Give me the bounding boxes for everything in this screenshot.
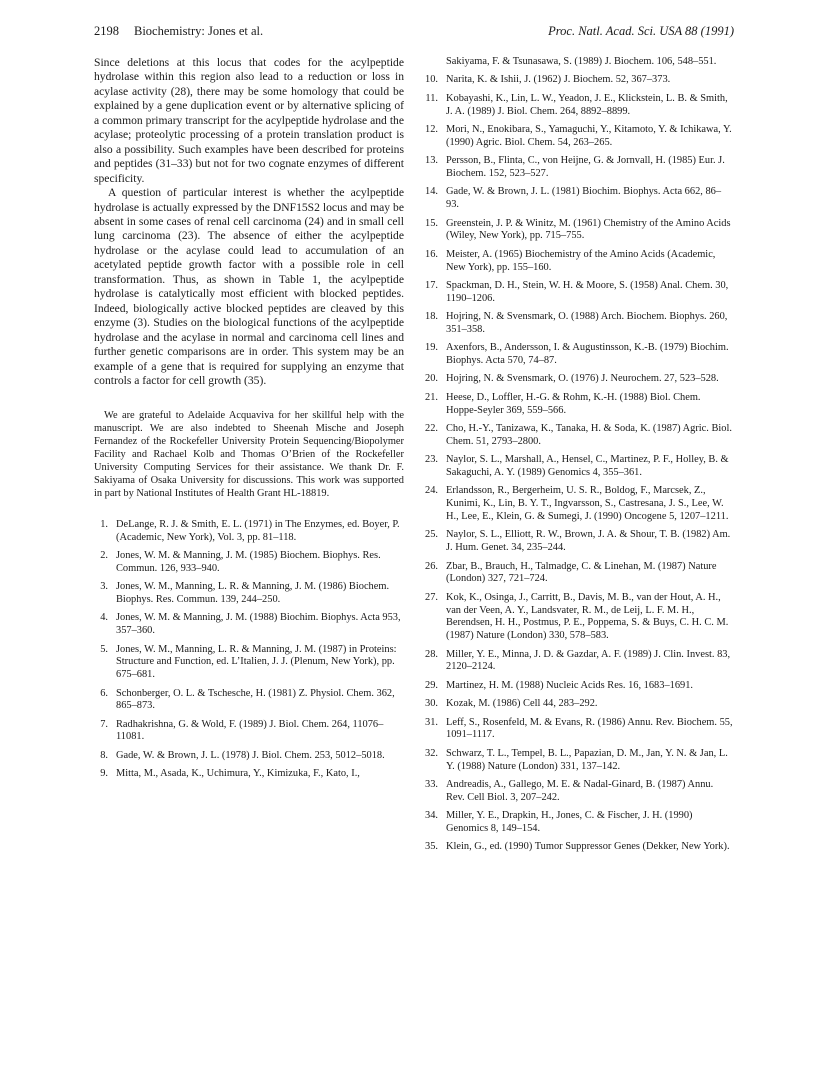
reference-item: 26. Zbar, B., Brauch, H., Talmadge, C. & Linehan, M. (1987) Nature (London) 327, 721–724.: [425, 560, 717, 585]
reference-item: 18. Hojring, N. & Svensmark, O. (1988) Arch. Biochem. Biophys. 260, 351–358.: [425, 311, 728, 335]
reference-item: 9. Mitta, M., Asada, K., Uchimura, Y., Kimizuka, F., Kato, I.,: [100, 768, 360, 780]
reference-item: 3. Jones, W. M., Manning, L. R. & Manning, J. M. (1986) Biochem. Biophys. Res. Commun. 139, 244–250.: [100, 581, 390, 605]
reference-list-right: [424, 74, 734, 854]
reference-item: 19. Axenfors, B., Andersson, I. & Augustinsson, K.-B. (1979) Biochim. Biophys. Acta 570, 74–87.: [425, 342, 729, 367]
reference-item: 20. Hojring, N. & Svensmark, O. (1976) J. Neurochem. 27, 523–528.: [425, 373, 719, 385]
reference-item: 14. Gade, W. & Brown, J. L. (1981) Biochim. Biophys. Acta 662, 86–93.: [425, 186, 722, 211]
reference-item: 27. Kok, K., Osinga, J., Carritt, B., Davis, M. B., van der Hout, A. H., van der Veen, A. Y., Landsvater, R. M., de Leij, L. F. M. H., Berendsen, H. H., Postmus, P. E., Poppema, S. & Buys, C. H. C. M. (1987) Nature (London) 330, 578–583.: [425, 591, 729, 642]
reference-item: 4. Jones, W. M. & Manning, J. M. (1988) Biochim. Biophys. Acta 953, 357–360.: [100, 612, 401, 637]
journal-citation: Proc. Natl. Acad. Sci. USA 88 (1991): [548, 24, 734, 38]
reference-item: 1. DeLange, R. J. & Smith, E. L. (1971) in The Enzymes, ed. Boyer, P. (Academic, New York), Vol. 3, pp. 81–118.: [100, 518, 400, 543]
body-paragraph: A question of particular interest is whether the acylpeptide hydrolase is actually expressed by the DNF15S2 locus and may be absent in some cases of renal cell carcinoma (24) and in small cell lung carcinoma (23). The absence of either the acylpeptide hydrolase or the acylase could lead to accumulation of an acetylated peptide growth factor with a possible role in cell transformation. Thus, as shown in Table 1, the acylpeptide hydrolase is catalytically most efficient with blocked peptides. Indeed, biologically active blocked peptides are cleaved by this enzyme (3). Studies on the biological functions of the acylpeptide hydrolase and the acylase in normal and carcinoma cell lines and further genetic comparisons are in order. This system may be an example of a gene that is required for supplying an enzyme that controls a factor for cell growth (35).: [94, 186, 404, 387]
reference-item: 17. Spackman, D. H., Stein, W. H. & Moore, S. (1958) Anal. Chem. 30, 1190–1206.: [425, 279, 729, 304]
reference-item: 5. Jones, W. M., Manning, L. R. & Manning, J. M. (1987) in Proteins: Structure and Function, ed. L’Italien, J. J. (Plenum, New York), pp. 675–681.: [100, 643, 397, 681]
reference-item: 30. Kozak, M. (1986) Cell 44, 283–292.: [425, 698, 598, 710]
page-number: 2198: [94, 24, 119, 38]
reference-item: 11. Kobayashi, K., Lin, L. W., Yeadon, J. E., Klickstein, L. B. & Smith, J. A. (1989) J. Biol. Chem. 264, 8892–8899.: [425, 92, 728, 117]
reference-item: 7. Radhakrishna, G. & Wold, F. (1989) J. Biol. Chem. 264, 11076–11081.: [100, 718, 384, 743]
reference-item: 10. Narita, K. & Ishii, J. (1962) J. Biochem. 52, 367–373.: [425, 74, 671, 86]
reference-item: 29. Martinez, H. M. (1988) Nucleic Acids Res. 16, 1683–1691.: [425, 679, 694, 691]
reference-item: 25. Naylor, S. L., Elliott, R. W., Brown, J. A. & Shour, T. B. (1982) Am. J. Hum. Genet. 34, 235–244.: [425, 529, 731, 554]
reference-item: 22. Cho, H.-Y., Tanizawa, K., Tanaka, H. & Soda, K. (1987) Agric. Biol. Chem. 51, 2793–2800.: [425, 423, 732, 447]
reference-item: 33. Andreadis, A., Gallego, M. E. & Nadal-Ginard, B. (1987) Annu. Rev. Cell Biol. 3, 207–242.: [425, 778, 714, 803]
page-header: [94, 24, 734, 40]
reference-item: 34. Miller, Y. E., Drapkin, H., Jones, C. & Fischer, J. H. (1990) Genomics 8, 149–154.: [425, 810, 693, 834]
reference-item: 28. Miller, Y. E., Minna, J. D. & Gazdar, A. F. (1989) J. Clin. Invest. 83, 2120–2124.: [425, 648, 731, 673]
reference-item: 2. Jones, W. M. & Manning, J. M. (1985) Biochem. Biophys. Res. Commun. 126, 933–940.: [100, 549, 381, 574]
reference-item: 13. Persson, B., Flinta, C., von Heijne, G. & Jornvall, H. (1985) Eur. J. Biochem. 152, 523–527.: [425, 155, 725, 179]
acknowledgment: We are grateful to Adelaide Acquaviva for her skillful help with the manuscript. We are also indebted to Sheenah Mische and Joseph Fernandez of the Rockefeller University Protein Sequencing/Biopolymer Facility and Rachael Kolb and Thomas O’Brien of the Rockefeller University Computing Services for their assistance. We thank Dr. F. Sakiyama of Osaka University for discussions. This work was supported in part by National Institutes of Health Grant HL-18819.: [94, 410, 404, 499]
reference-item: 8. Gade, W. & Brown, J. L. (1978) J. Biol. Chem. 253, 5012–5018.: [100, 749, 385, 761]
reference-item: 15. Greenstein, J. P. & Winitz, M. (1961) Chemistry of the Amino Acids (Wiley, New York), pp. 715–755.: [425, 217, 731, 242]
reference-item: 35. Klein, G., ed. (1990) Tumor Suppressor Genes (Dekker, New York).: [425, 841, 730, 853]
running-title: Biochemistry: Jones et al.: [134, 24, 264, 38]
reference-item: 16. Meister, A. (1965) Biochemistry of the Amino Acids (Academic, New York), pp. 155–160.: [425, 248, 716, 273]
reference-item: 24. Erlandsson, R., Bergerheim, U. S. R., Boldog, F., Marcsek, Z., Kunimi, K., Lin, B. Y. T., Ingvarsson, S., Castresana, J. S., Lee, W. H., Lee, E., Klein, G. & Sumegi, J. (1990) Oncogene 5, 1207–1211.: [425, 485, 729, 523]
reference-continuation: Sakiyama, F. & Tsunasawa, S. (1989) J. Biochem. 106, 548–551.: [446, 56, 717, 67]
reference-item: 12. Mori, N., Enokibara, S., Yamaguchi, Y., Kitamoto, Y. & Ichikawa, Y. (1990) Agric. Biol. Chem. 54, 263–265.: [425, 123, 732, 148]
reference-item: 21. Heese, D., Loffler, H.-G. & Rohm, K.-H. (1988) Biol. Chem. Hoppe-Seyler 369, 559–566.: [425, 391, 701, 416]
reference-item: 6. Schonberger, O. L. & Tschesche, H. (1981) Z. Physiol. Chem. 362, 865–873.: [100, 687, 395, 712]
left-column: [94, 56, 404, 787]
body-paragraph: Since deletions at this locus that codes for the acylpeptide hydrolase within this region also lead to a reduction or loss in acylase activity (28), there may be some homology that could be explained by a gene duplication event or by alternative splicing of a common primary transcript for the acylpeptide hydrolase and the acylase; proteolytic processing of a protein translation product is also a possibility. Such examples have been described for proteins and peptides (31–33) but not for two cognate enzymes of different specificity.: [94, 56, 404, 185]
reference-item: 32. Schwarz, T. L., Tempel, B. L., Papazian, D. M., Jan, Y. N. & Jan, L. Y. (1988) Nature (London) 331, 137–142.: [425, 747, 728, 772]
reference-item: 23. Naylor, S. L., Marshall, A., Hensel, C., Martinez, P. F., Holley, B. & Sakaguchi, A. Y. (1989) Genomics 4, 355–361.: [425, 454, 729, 479]
reference-list: [94, 519, 404, 781]
reference-item: 31. Leff, S., Rosenfeld, M. & Evans, R. (1986) Annu. Rev. Biochem. 55, 1091–1117.: [425, 716, 733, 741]
right-column: [424, 56, 734, 860]
